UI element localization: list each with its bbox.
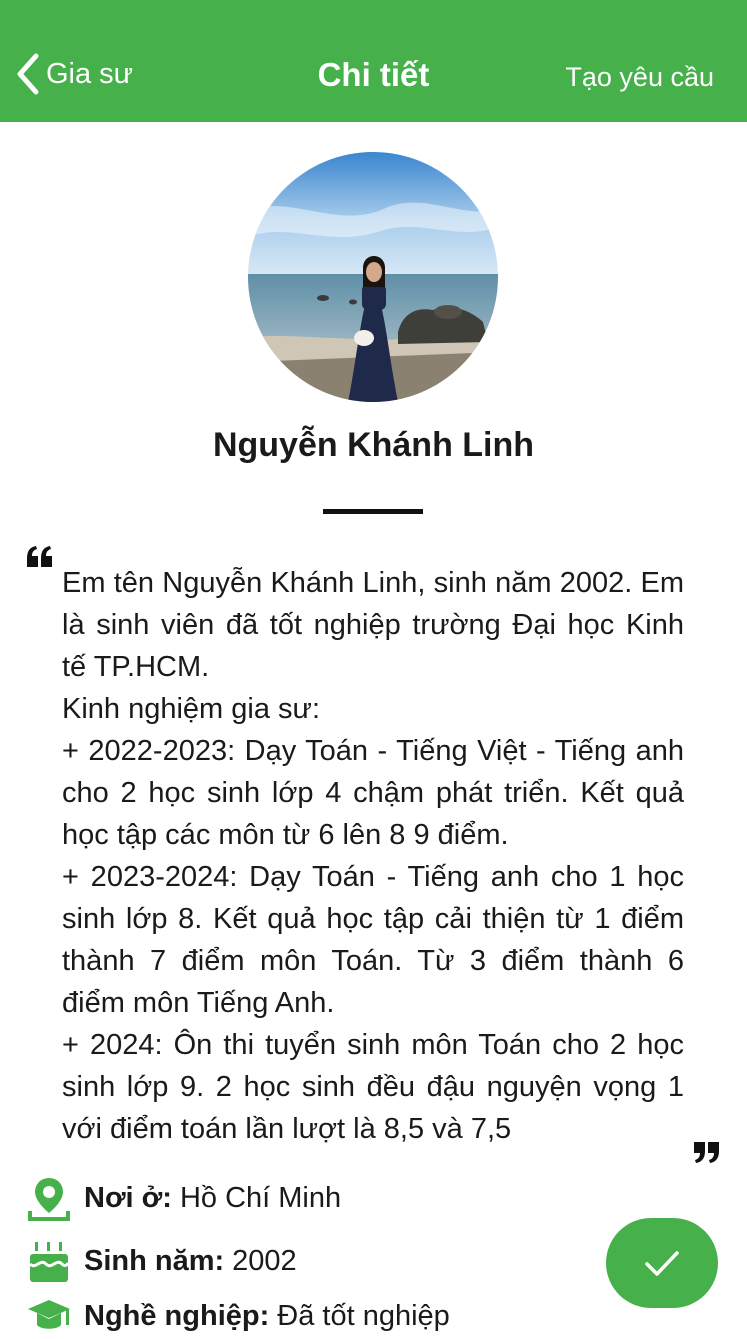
create-request-button[interactable]: Tạo yêu cầu bbox=[565, 62, 714, 92]
back-button[interactable] bbox=[14, 52, 133, 96]
residence-value: Hồ Chí Minh bbox=[179, 1181, 342, 1214]
avatar bbox=[248, 152, 498, 402]
quote-open-icon bbox=[26, 546, 54, 568]
name-divider bbox=[323, 509, 423, 514]
top-app-bar bbox=[0, 0, 747, 122]
birth-year-row bbox=[26, 1238, 297, 1284]
quote-close-icon bbox=[692, 1141, 720, 1163]
map-pin-icon bbox=[26, 1175, 72, 1221]
occupation-label: Nghề nghiệp: bbox=[84, 1299, 270, 1332]
profile-photo bbox=[248, 152, 498, 402]
residence-label: Nơi ở: bbox=[84, 1181, 172, 1214]
chevron-left-icon bbox=[14, 52, 42, 96]
back-label: Gia sư bbox=[46, 57, 134, 90]
bio-text: Em tên Nguyễn Khánh Linh, sinh năm 2002. Em là sinh viên đã tốt nghiệp trường Đại học Kinh tế TP.HCM. Kinh nghiệm gia sư: + 2022-2023: Dạy Toán - Tiếng Việt - Tiếng anh cho 2 học sinh lớp 4 chậm phát triển. Kết quả học tập các môn từ 6 lên 8 9 điểm. + 2023-2024: Dạy Toán - Tiếng anh cho 1 học sinh lớp 8. Kết quả học tập cải thiện từ 1 điểm thành 7 điểm môn Toán. Từ 3 điểm thành 6 điểm môn Tiếng Anh. + 2024: Ôn thi tuyển sinh môn Toán cho 2 học sinh lớp 9. 2 học sinh đều đậu nguyện vọng 1 với điểm toán lần lượt là 8,5 và 7,5 bbox=[62, 567, 684, 1145]
graduation-cap-icon bbox=[26, 1293, 72, 1339]
birthday-cake-icon bbox=[26, 1238, 72, 1284]
check-icon bbox=[642, 1243, 682, 1283]
occupation-row bbox=[26, 1293, 450, 1339]
birth-year-value: 2002 bbox=[232, 1244, 297, 1277]
confirm-fab-button[interactable] bbox=[606, 1218, 718, 1308]
birth-year-label: Sinh năm: bbox=[84, 1244, 225, 1277]
occupation-value: Đã tốt nghiệp bbox=[277, 1299, 450, 1332]
tutor-name: Nguyễn Khánh Linh bbox=[212, 426, 535, 464]
page-title: Chi tiết bbox=[317, 56, 430, 93]
residence-row bbox=[26, 1175, 341, 1221]
